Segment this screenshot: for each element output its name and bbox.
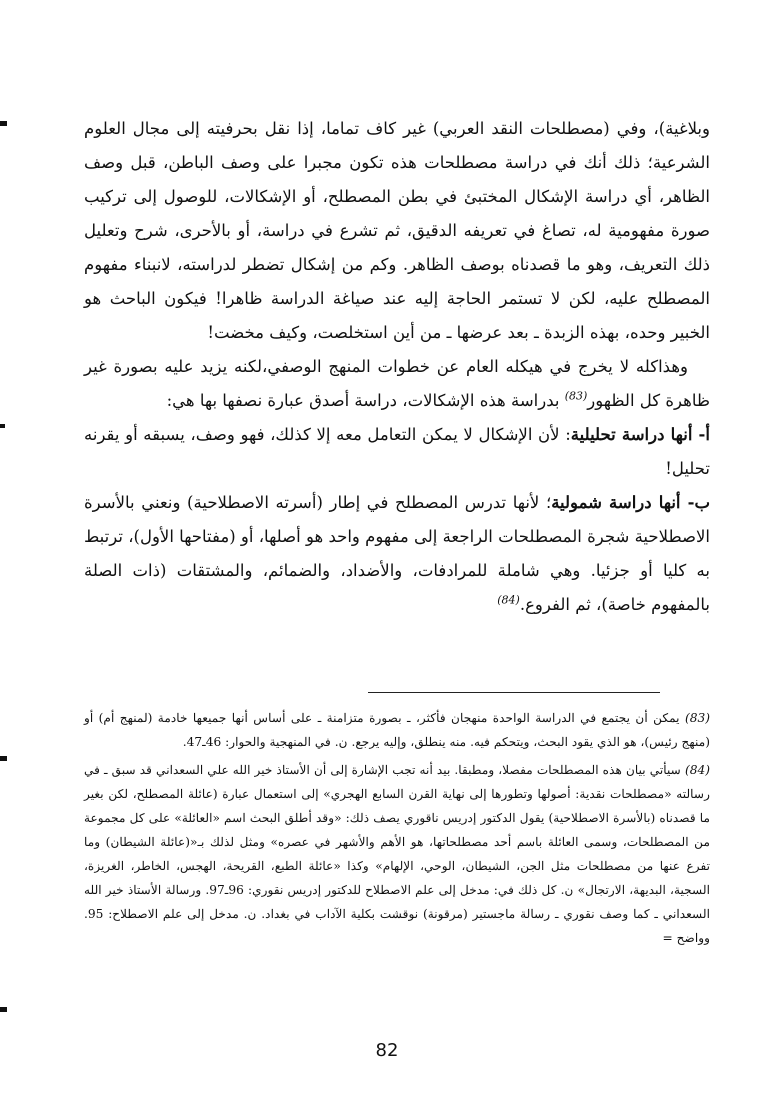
footnote-83 (84, 706, 710, 754)
footnote-84 (84, 758, 710, 950)
comprehensive-study-text: ؛ لأنها تدرس المصطلح في إطار (أسرته الاصطلاحية) ونعني بالأسرة الاصطلاحية شجرة المصطلحات الراجعة إلى مفهوم واحد هو أصلها، أو (مفتاحها الأول)، ترتبط به كليا أو جزئيا. وهي شاملة للمرادفات، والأضداد، والضمائم، والمشتقات (ذات الصلة بالمفهوم خاصة)، ثم الفروع. (84, 493, 710, 614)
paragraph-3 (84, 418, 710, 486)
paragraph-4 (84, 486, 710, 622)
footnote-ref-84[interactable]: (84) (497, 593, 520, 607)
analytical-study-text: : لأن الإشكال لا يمكن التعامل معه إلا كذلك، فهو وصف، يسبقه أو يقرنه تحليل! (84, 425, 710, 478)
footnote-text: يمكن أن يجتمع في الدراسة الواحدة منهجان فأكثر، ـ بصورة متزامنة ـ على أساس أنها جميعها خادمة (لمنهج أم) أو (منهج رئيس)، هو الذي يقود البحث، ويتحكم فيه. منه ينطلق، وإليه يرجع. ن. في المنهجية والحوار: 46ـ47. (84, 711, 710, 749)
footnote-separator (368, 692, 660, 693)
analytical-study-label: أ- أنها دراسة تحليلية (570, 425, 710, 444)
paragraph-2 (84, 350, 710, 418)
paragraph-1: وبلاغية)، وفي (مصطلحات النقد العربي) غير كاف تماما، إذا نقل بحرفيته إلى مجال العلوم الشرعية؛ ذلك أنك في دراسة مصطلحات هذه تكون مجبرا على وصف الباطن، قبل وصف الظاهر، أي دراسة الإشكال المختبئ في بطن المصطلح، أو الإشكالات، للوصول إلى تركيب صورة مفهومية له، تصاغ في تعريفه الدقيق، ثم تشرع في دراسة، أو بالأحرى، شرح وتعليل ذلك التعريف، وهو ما قصدناه بوصف الظاهر. وكم من إشكال تضطر لدراسته، لانبناء مفهوم المصطلح عليه، لكن لا تستمر الحاجة إليه عند صياغة الدراسة ظاهرا! فيكون الباحث هو الخبير وحده، بهذه الزبدة ـ بعد عرضها ـ من أين استخلصت، وكيف مخضت! (84, 119, 711, 342)
footnote-ref-83[interactable]: (83) (564, 389, 588, 403)
footnote-number: (83) (684, 711, 710, 725)
scan-mark (0, 756, 7, 761)
main-text (84, 112, 710, 622)
page-number: 82 (375, 1040, 399, 1061)
scan-mark (0, 121, 7, 126)
footnotes (84, 706, 710, 954)
comprehensive-study-label: ب- أنها دراسة شمولية (551, 493, 710, 512)
scan-mark (0, 424, 5, 428)
paragraph-2-part-a: وهذاكله لا يخرج في هيكله العام عن خطوات المنهج الوصفي،لكنه يزيد عليه بصورة غير ظاهرة كل الظهور (84, 357, 710, 410)
footnote-text: سيأتي بيان هذه المصطلحات مفصلا، ومطبقا. بيد أنه تجب الإشارة إلى أن الأستاذ خير الله علي السعداني قد سبق ـ في رسالته «مصطلحات نقدية: أصولها وتطورها إلى نهاية القرن السابع الهجري» إلى استعمال عبارة (عائلة المصطلح، لكن بغير ما قصدناه (بالأسرة الاصطلاحية) يقول الدكتور إدريس ناقوري يصف ذلك: «وقد أطلق البحث اسم «العائلة» على كل مجموعة من المصطلحات، وسمى العائلة باسم أحد مصطلحاتها، هو الأهم والأشهر في عصره» ومثل لذلك بـ«(عائلة الشيطان) وما تفرع عنها من مصطلحات مثل الجن، الشيطان، الوحي، الإلهام» وكذا «عائلة الطبع، القريحة، الهجس، الخاطر، الغريزة، السجية، البديهة، الارتجال» ن. كل ذلك في: مدخل إلى علم الاصطلاح للدكتور إدريس نقوري: 96ـ97. ورسالة الأستاذ خير الله السعداني ـ كما وصف نقوري ـ رسالة ماجستير (مرقونة) نوقشت بكلية الآداب في بغداد. ن. مدخل إلى علم الاصطلاح: 95. وواضح = (84, 763, 710, 945)
paragraph-2-part-b: بدراسة هذه الإشكالات، دراسة أصدق عبارة نصفها بها هي: (166, 391, 565, 410)
footnote-number: (84) (684, 763, 710, 777)
scan-mark (0, 1007, 7, 1012)
